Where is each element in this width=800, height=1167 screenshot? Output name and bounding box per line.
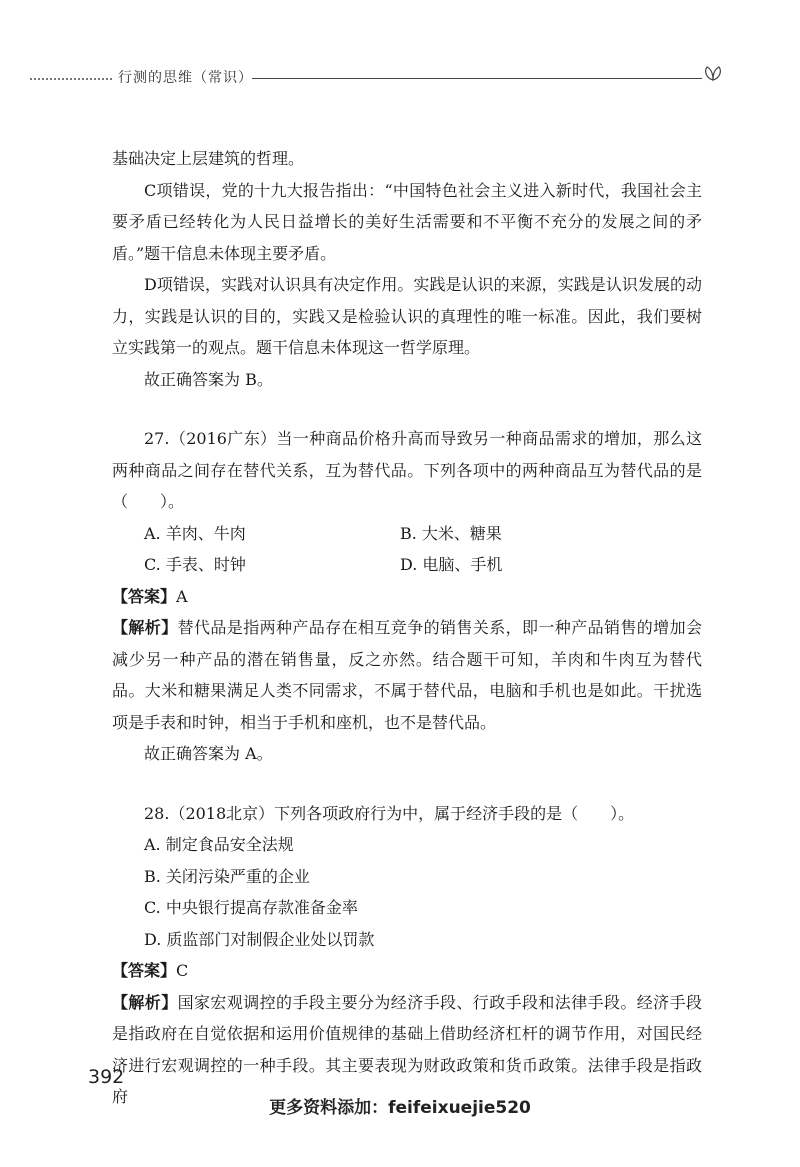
question-27 xyxy=(112,423,702,770)
option-c: C. 中央银行提高存款准备金率 xyxy=(144,898,358,917)
question-28 xyxy=(112,798,702,1113)
question-stem: 28.（2018北京）下列各项政府行为中，属于经济手段的是（ ）。 xyxy=(144,803,635,823)
continuation-line: 基础决定上层建筑的哲理。 xyxy=(112,149,305,168)
prev-conclusion: 故正确答案为 B。 xyxy=(144,369,273,389)
analysis-paragraph xyxy=(112,612,702,738)
question-stem: 27.（2016广东）当一种商品价格升高而导致另一种商品需求的增加，那么这两种商品之间存在替代关系，互为替代品。下列各项中的两种商品互为替代品的是（ ）。 xyxy=(112,429,702,511)
page-body xyxy=(112,143,702,1113)
answer-value: A xyxy=(176,586,188,606)
analysis-text: 替代品是指两种产品存在相互竞争的销售关系，即一种产品销售的增加会减少另一种产品的潜在销售量，反之亦然。结合题干可知，羊肉和牛肉互为替代品。大米和糖果满足人类不同需求，不属于替代品，电脑和手机也是如此。干扰选项是手表和时钟，相当于手机和座机，也不是替代品。 xyxy=(112,618,702,732)
options-row xyxy=(112,549,702,581)
option-a: A. 制定食品安全法规 xyxy=(144,835,294,854)
option-a: A. 羊肉、牛肉 xyxy=(144,523,246,543)
header-dotted-rule xyxy=(30,78,112,80)
option-c-explanation: C项错误，党的十九大报告指出：“中国特色社会主义进入新时代，我国社会主要矛盾已经转化为人民日益增长的美好生活需要和不平衡不充分的发展之间的矛盾。”题干信息未体现主要矛盾。 xyxy=(112,180,702,263)
running-header xyxy=(30,62,720,92)
answer-line xyxy=(112,955,702,987)
analysis-text: 国家宏观调控的手段主要分为经济手段、行政手段和法律手段。经济手段是指政府在自觉依据和运用价值规律的基础上借助经济杠杆的调节作用，对国民经济进行宏观调控的一种手段。其主要表现为财政政策和货币政策。法律手段是指政府 xyxy=(112,992,702,1106)
conclusion: 故正确答案为 A。 xyxy=(144,744,273,763)
answer-line xyxy=(112,581,702,613)
option-b: B. 大米、糖果 xyxy=(400,523,502,543)
analysis-tag: 【解析】 xyxy=(112,618,178,637)
analysis-tag: 【解析】 xyxy=(112,992,178,1012)
leaf-icon xyxy=(702,64,724,84)
option-d-explanation: D项错误，实践对认识具有决定作用。实践是认识的来源，实践是认识发展的动力，实践是认识的目的，实践又是检验认识的真理性的唯一标准。因此，我们要树立实践第一的观点。题干信息未体现这一哲学原理。 xyxy=(112,275,702,357)
answer-value: C xyxy=(176,961,189,980)
header-rule xyxy=(252,78,702,79)
answer-tag: 【答案】 xyxy=(112,586,177,606)
option-c: C. 手表、时钟 xyxy=(144,555,246,574)
page-number: 392 xyxy=(88,1066,125,1088)
option-d: D. 电脑、手机 xyxy=(400,555,503,574)
header-title: 行测的思维（常识） xyxy=(118,70,253,86)
options-row xyxy=(112,518,702,550)
answer-tag: 【答案】 xyxy=(112,961,177,980)
footer-note: 更多资料添加：feifeixuejie520 xyxy=(269,1098,531,1118)
option-d: D. 质监部门对制假企业处以罚款 xyxy=(144,929,375,949)
option-b: B. 关闭污染严重的企业 xyxy=(144,866,310,886)
